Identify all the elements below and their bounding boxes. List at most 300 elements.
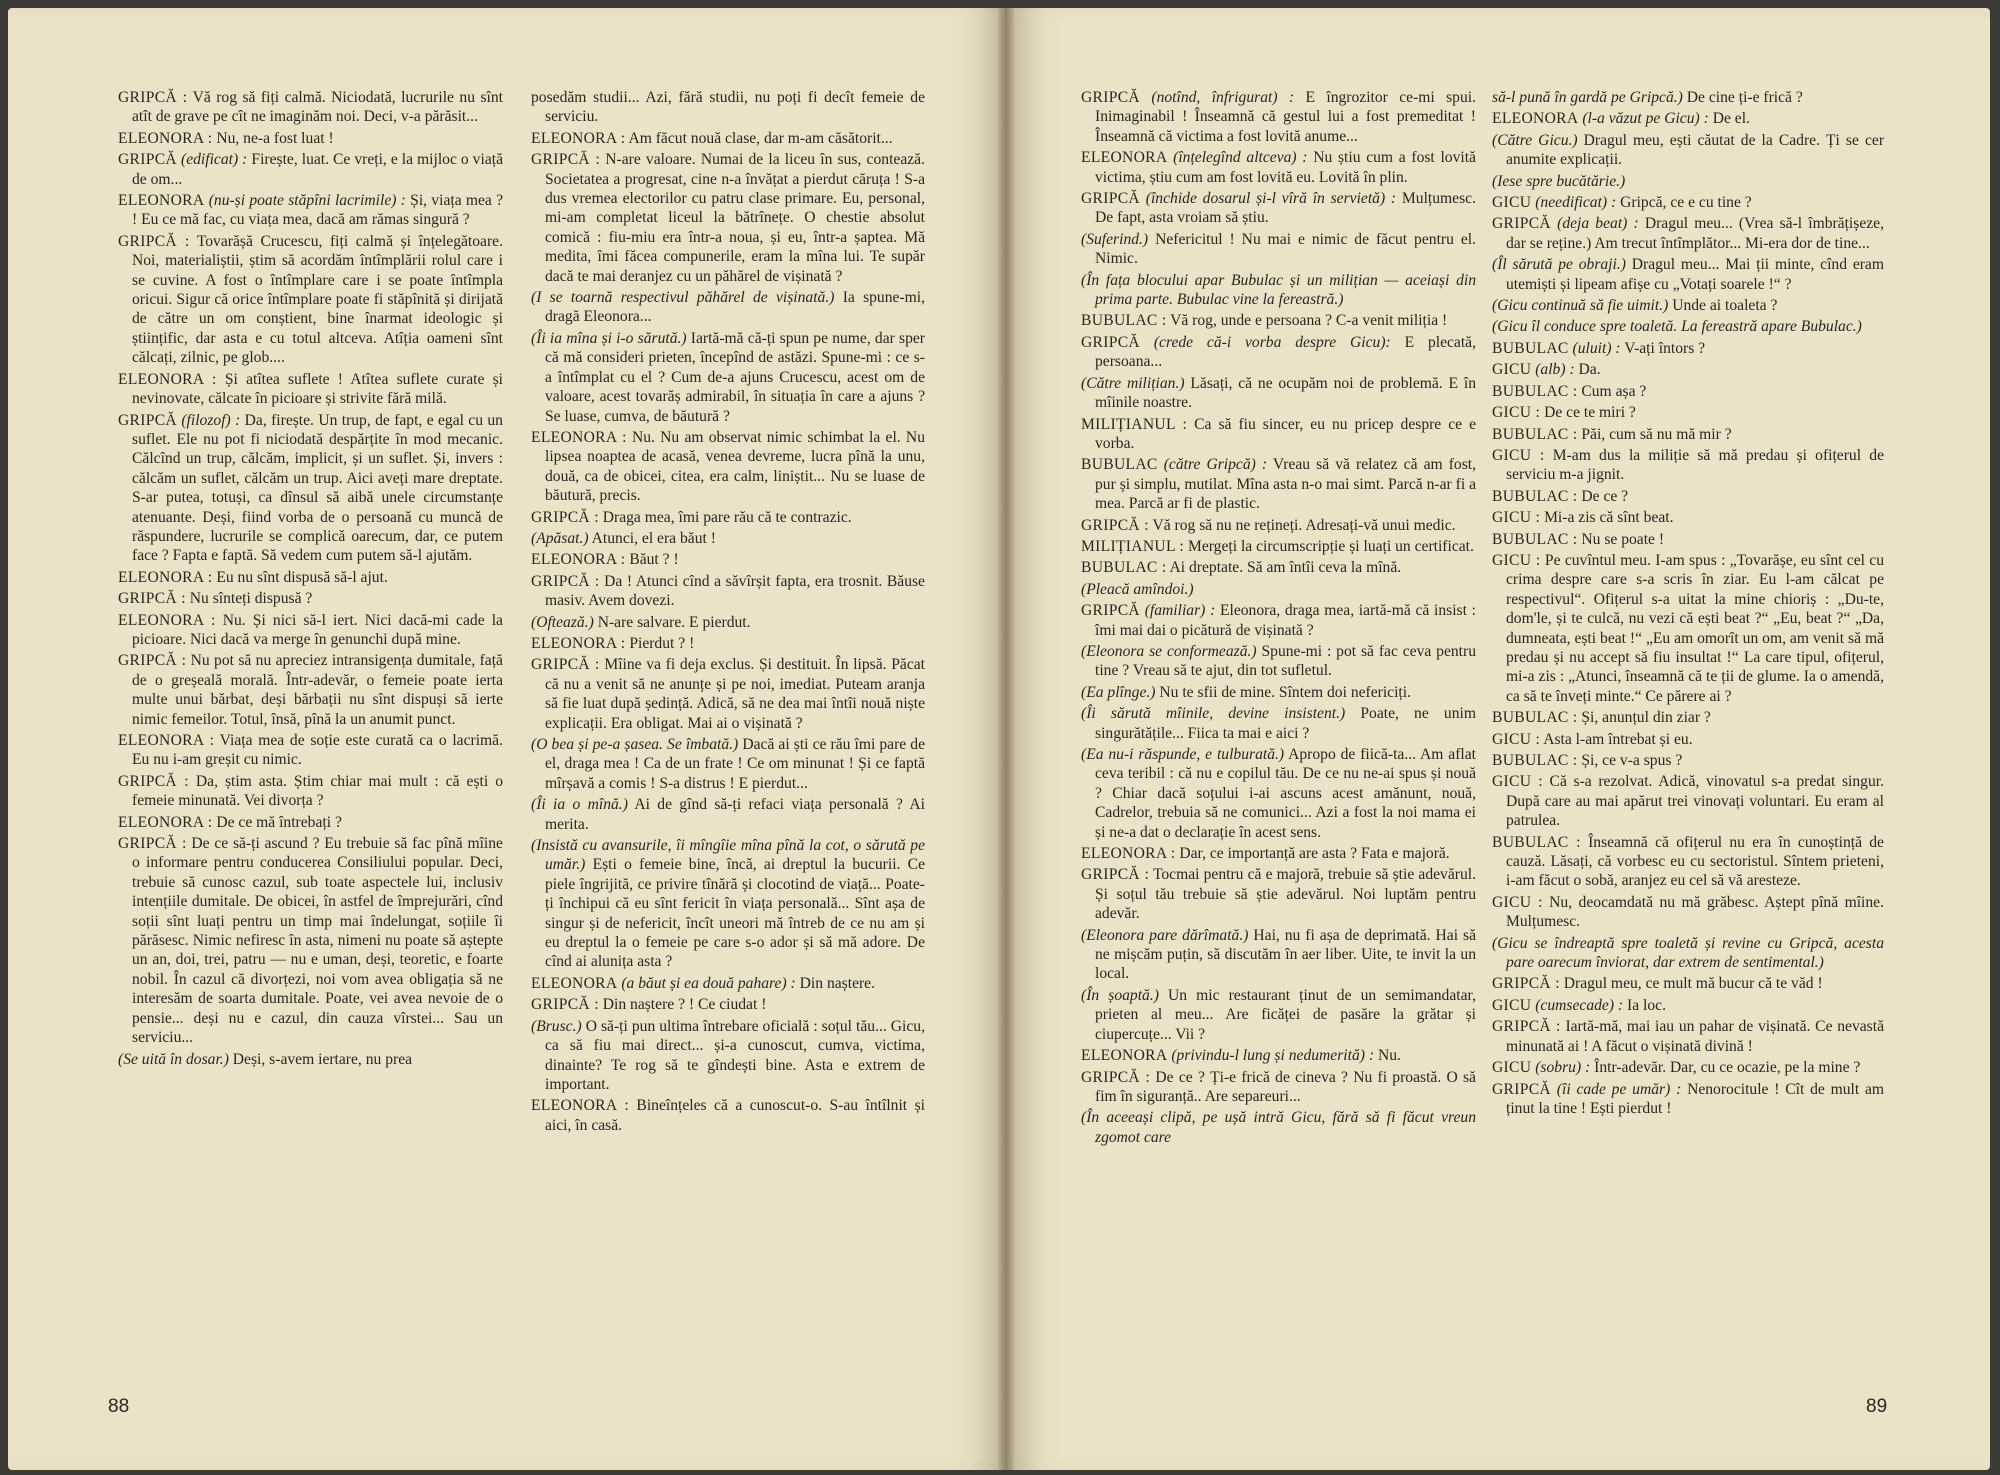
left-column-1 xyxy=(118,88,503,1071)
speaker-name: BUBULAC : xyxy=(1492,487,1578,505)
stage-direction: (a băut și ea două pahare) : xyxy=(621,974,796,992)
line-text: De el. xyxy=(1712,110,1750,128)
speaker-name: BUBULAC : xyxy=(1081,559,1167,577)
speaker-name: MILIȚIANUL : xyxy=(1081,415,1188,433)
dialogue-line xyxy=(531,428,925,506)
line-text: Și, viața mea ? ! Eu ce mă fac, cu viața mea, dacă am rămas singură ? xyxy=(132,192,504,229)
line-text: Mîine va fi deja exclus. Și destituit. În lipsă. Păcat că nu a venit să ne anunțe și pe noi, imediat. Puteam aranja să fie luat după ședință. Adică, să ne dea mai întîi nouă niște explicații. Era obligat. Mai ai o vișinată ? xyxy=(545,656,926,732)
dialogue-line xyxy=(531,529,925,548)
line-text: Vă rog, unde e persoana ? C-a venit miliția ! xyxy=(1170,312,1448,330)
dialogue-line xyxy=(118,589,503,608)
line-text: Păi, cum să nu mă mir ? xyxy=(1581,425,1732,443)
dialogue-line xyxy=(1492,974,1884,993)
dialogue-line xyxy=(1492,296,1884,315)
stage-direction: (cumsecade) : xyxy=(1535,996,1624,1014)
line-text: Da. xyxy=(1578,361,1601,379)
line-text: Apropo de fiică-ta... Am aflat ceva teribil : că nu e copilul tău. De ce nu ne-ai spus și nouă ? Chiar dacă soțului i-ai ascuns acest amănunt, nouă, Cadrelor, trebuia să ne comunici... Azi a fost la noi mama ei și ne-a dat o declarație în acest sens. xyxy=(1095,746,1476,841)
dialogue-line xyxy=(1081,148,1476,187)
stage-direction: (Se uită în dosar.) xyxy=(118,1050,229,1068)
dialogue-line xyxy=(118,772,503,811)
dialogue-line xyxy=(1081,926,1476,984)
stage-direction: (Către milițian.) xyxy=(1081,374,1185,392)
speaker-name: GRIPCĂ : xyxy=(531,151,601,169)
line-text: Iartă-mă, mai iau un pahar de vișinată. Ce nevastă minunată ai ! A făcut o vișinată divină ! xyxy=(1506,1018,1884,1055)
dialogue-line xyxy=(1492,131,1884,170)
dialogue-line xyxy=(531,88,925,127)
book-gutter xyxy=(998,8,1014,1470)
stage-direction: (înțelegînd altceva) : xyxy=(1173,149,1308,167)
line-text: Am făcut nouă clase, dar m-am căsătorit... xyxy=(628,129,893,147)
stage-direction: (În aceeași clipă, pe ușă intră Gicu, fără să fi făcut vreun zgomot care xyxy=(1081,1109,1476,1146)
stage-direction: (edificat) : xyxy=(181,151,248,169)
line-text: Din naștere. xyxy=(799,974,875,992)
line-text: Nu sînteți dispusă ? xyxy=(189,590,313,608)
dialogue-line xyxy=(1492,425,1884,444)
stage-direction: (filozof) : xyxy=(181,411,241,429)
dialogue-line xyxy=(531,634,925,653)
speaker-name: GRIPCĂ : xyxy=(531,996,599,1014)
line-text: Gripcă, ce e cu tine ? xyxy=(1620,194,1752,212)
speaker-name: GRIPCĂ xyxy=(118,151,177,169)
line-text: Vă rog să nu ne rețineți. Adresați-vă unui medic. xyxy=(1152,516,1456,534)
line-text: posedăm studii... Azi, fără studii, nu poți fi decît femeie de serviciu. xyxy=(531,89,925,126)
dialogue-line xyxy=(1492,893,1884,932)
dialogue-line xyxy=(531,1017,925,1095)
line-text: Și, anunțul din ziar ? xyxy=(1581,709,1711,727)
dialogue-line xyxy=(1492,360,1884,379)
line-text: Mergeți la circumscripție și luați un certificat. xyxy=(1187,537,1474,555)
dialogue-line xyxy=(531,795,925,834)
line-text: Că s-a rezolvat. Adică, vinovatul s-a predat singur. După care au mai apărut trei vinovați voluntari. Eu eram al patrulea. xyxy=(1506,773,1884,830)
speaker-name: GICU : xyxy=(1492,446,1545,464)
dialogue-line xyxy=(531,735,925,793)
line-text: Lăsați, că ne ocupăm noi de problemă. E în mîinile noastre. xyxy=(1095,374,1476,412)
line-text: Deși, s-avem iertare, nu prea xyxy=(232,1050,413,1068)
dialogue-line xyxy=(1492,193,1884,212)
stage-direction: (Oftează.) xyxy=(531,613,594,631)
stage-direction: (needificat) : xyxy=(1535,194,1617,212)
dialogue-line xyxy=(118,568,503,587)
speaker-name: GRIPCĂ : xyxy=(118,89,188,106)
line-text: Dragul meu... (Vrea să-l îmbrățișeze, dar se reține.) Am trecut întîmplător... Mi-era dor de tine... xyxy=(1506,215,1885,252)
line-text: Nu. xyxy=(1377,1047,1401,1065)
speaker-name: ELEONORA : xyxy=(531,634,626,652)
speaker-name: MILIȚIANUL : xyxy=(1081,537,1185,555)
speaker-name: ELEONORA : xyxy=(531,1097,629,1115)
stage-direction: (Brusc.) xyxy=(531,1017,582,1035)
stage-direction: (Gicu îl conduce spre toaletă. La fereastră apare Bubulac.) xyxy=(1492,318,1862,336)
speaker-name: GRIPCĂ : xyxy=(531,508,599,526)
line-text: De cine ți-e frică ? xyxy=(1686,89,1803,106)
dialogue-line xyxy=(1081,865,1476,923)
line-text: Vă rog să fiți calmă. Niciodată, lucrurile nu sînt atît de grave pe cît ne imaginăm noi. Deci, v-a părăsit... xyxy=(132,89,503,126)
speaker-name: BUBULAC xyxy=(1081,456,1158,474)
speaker-name: ELEONORA : xyxy=(118,813,213,831)
line-text: Dragul meu, ce mult mă bucur că te văd ! xyxy=(1563,975,1823,993)
line-text: Și, ce v-a spus ? xyxy=(1581,752,1683,769)
speaker-name: BUBULAC : xyxy=(1492,382,1578,400)
speaker-name: GRIPCĂ : xyxy=(531,656,600,674)
speaker-name: GRIPCĂ xyxy=(1492,215,1551,233)
speaker-name: ELEONORA : xyxy=(118,129,213,147)
stage-direction: (Gicu continuă să fie uimit.) xyxy=(1492,297,1669,315)
speaker-name: ELEONORA xyxy=(118,192,205,210)
dialogue-line xyxy=(531,572,925,611)
line-text: Tocmai pentru că e majoră, trebuie să știe adevărul. Și soțul tău trebuie să știe adevărul. Noi luptăm pentru adevăr. xyxy=(1095,866,1476,923)
dialogue-line xyxy=(1081,516,1476,535)
dialogue-line xyxy=(1081,88,1476,146)
right-page xyxy=(1006,8,1990,1470)
line-text: Cum așa ? xyxy=(1581,382,1647,400)
line-text: Viața mea de soție este curată ca o lacrimă. Eu nu i-am greșit cu nimic. xyxy=(132,732,503,769)
stage-direction: (Îl sărută pe obraji.) xyxy=(1492,256,1626,274)
speaker-name: GICU xyxy=(1492,1059,1532,1077)
line-text: Iartă-mă că-ți spun pe nume, dar sper că mă consideri prieten, începînd de astăzi. Spune-mi : ce s-a întîmplat cu el ? Cum de-a ajuns Crucescu, acest om de valoare, acest tovarăș admirabil, în situația în care a ajuns ? Se luase, cumva, de băutură ? xyxy=(545,329,925,425)
speaker-name: GRIPCĂ xyxy=(1081,89,1140,106)
line-text: Într-adevăr. Dar, cu ce ocazie, pe la mine ? xyxy=(1594,1059,1861,1077)
dialogue-line xyxy=(1492,934,1884,973)
dialogue-line xyxy=(1492,508,1884,527)
dialogue-line xyxy=(1081,415,1476,454)
dialogue-line xyxy=(118,651,503,729)
speaker-name: GICU xyxy=(1492,361,1532,379)
dialogue-line xyxy=(1492,996,1884,1015)
dialogue-line xyxy=(1081,333,1476,372)
dialogue-line xyxy=(1081,986,1476,1044)
speaker-name: ELEONORA : xyxy=(531,428,627,446)
page-number-right: 89 xyxy=(1866,1396,1888,1417)
line-text: Tovarășă Crucescu, fiți calmă și înțelegătoare. Noi, materialiștii, știm să acordăm întîmplării rolul care i se cuvine. A fost o întîmplare care i se poate întîmpla oricui. Sigur că orice întîmplare poate fi stăpînită și dirijată de către un om conștient, bine înarmat ideologic și științific, dar asta e cu totul altceva. Atîția oameni sînt călcați, zilnic, pe glob.... xyxy=(132,232,503,367)
line-text: Bineînțeles că a cunoscut-o. S-au întîlnit și aici, în casă. xyxy=(545,1097,925,1134)
line-text: E plecată, persoana... xyxy=(1095,333,1476,371)
line-text: Da, știm asta. Știm chiar mai mult : că ești o femeie minunată. Vei divorța ? xyxy=(132,772,503,810)
dialogue-line xyxy=(118,88,503,127)
dialogue-line xyxy=(118,232,503,368)
line-text: Și atîtea suflete ! Atîtea suflete curate și nevinovate, călcate în picioare și strivite fără milă. xyxy=(132,370,503,408)
dialogue-line xyxy=(1492,214,1884,253)
line-text: De ce ? xyxy=(1581,487,1629,505)
speaker-name: GRIPCĂ : xyxy=(1081,1068,1151,1086)
line-text: Nu știu cum a fost lovită victima, știu cum am fost lovită eu. Lovită în plin. xyxy=(1095,149,1476,186)
stage-direction: (familiar) : xyxy=(1144,602,1216,620)
dialogue-line xyxy=(1492,109,1884,128)
speaker-name: ELEONORA xyxy=(1492,110,1579,128)
dialogue-line xyxy=(1492,708,1884,727)
dialogue-line xyxy=(118,1050,503,1069)
dialogue-line xyxy=(1081,537,1476,556)
stage-direction: (Ea plînge.) xyxy=(1081,683,1156,701)
dialogue-line xyxy=(1492,1058,1884,1077)
stage-direction: (Îi sărută mîinile, devine insistent.) xyxy=(1081,705,1346,723)
dialogue-line xyxy=(531,508,925,527)
line-text: Vreau să vă relatez că am fost, pur și simplu, mutilat. Mîna asta n-o mai simt. Parcă n-ar fi a mea. Parcă ar fi de plastic. xyxy=(1095,456,1477,513)
stage-direction: (l-a văzut pe Gicu) : xyxy=(1582,110,1709,128)
line-text: Draga mea, îmi pare rău că te contrazic. xyxy=(602,508,852,526)
line-text: Ca să fiu sincer, eu nu pricep despre ce e vorba. xyxy=(1095,415,1476,452)
stage-direction: (privindu-l lung și nedumerită) : xyxy=(1171,1047,1375,1065)
dialogue-line xyxy=(1081,580,1476,599)
speaker-name: GRIPCĂ : xyxy=(1492,975,1560,993)
dialogue-line xyxy=(531,1096,925,1135)
line-text: Dragul meu... Mai ții minte, cînd eram utemiști și lipeam afișe cu „Votați soarele !“ ? xyxy=(1506,256,1884,293)
dialogue-line xyxy=(531,329,925,426)
line-text: Nu. Nu am observat nimic schimbat la el. Nu lipsea noaptea de acasă, venea devreme, lucra pînă la unu, două, ca de obicei, citea, era calm, liniștit... Nu se luase de băutură, precis. xyxy=(545,428,925,505)
stage-direction: (notînd, înfrigurat) : xyxy=(1151,89,1295,106)
stage-direction: (îi cade pe umăr) : xyxy=(1556,1080,1682,1098)
dialogue-line xyxy=(1492,1017,1884,1056)
speaker-name: ELEONORA : xyxy=(531,129,626,147)
speaker-name: GRIPCĂ xyxy=(1492,1080,1551,1098)
speaker-name: ELEONORA : xyxy=(118,568,213,586)
speaker-name: GICU : xyxy=(1492,404,1541,422)
speaker-name: GICU : xyxy=(1492,730,1541,748)
dialogue-line xyxy=(1492,530,1884,549)
stage-direction: (închide dosarul și-l vîră în servietă) : xyxy=(1145,190,1397,208)
line-text: Pe cuvîntul meu. I-am spus : „Tovarășe, eu sînt cel cu crima despre care s-a scris în ziar. Eu l-am călcat pe respectivul“. Ofițerul s-a uitat la mine chioriș : „Du-te, dom'le, și te culcă, nu vezi că ești beat ?“ „Eu, beat ?“ „Da, dumneata, ești beat !“ „Eu am omorît un om, am venit să mă predau și nu accept să fiu insultat !“ La care tipul, ofițerul, mi-a zis : „Atunci, înseamnă că te ții de glume. Ia o amendă, ca să te înveți minte.“ Ce părere ai ? xyxy=(1506,551,1885,705)
stage-direction: (către Gripcă) : xyxy=(1163,456,1268,474)
speaker-name: GICU : xyxy=(1492,893,1543,911)
line-text: Nu. Și nici să-l iert. Nici dacă-mi cade la picioare. Nici dacă va merge în genunchi după mine. xyxy=(132,611,503,648)
line-text: Nu, deocamdată nu mă grăbesc. Aștept pînă mîine. Mulțumesc. xyxy=(1506,893,1884,931)
speaker-name: BUBULAC : xyxy=(1492,425,1578,443)
speaker-name: GRIPCĂ : xyxy=(1492,1018,1561,1036)
dialogue-line xyxy=(1492,1080,1884,1119)
line-text: Dragul meu, ești căutat de la Cadre. Ți se cer anumite explicații. xyxy=(1506,131,1885,169)
speaker-name: GICU : xyxy=(1492,551,1541,569)
speaker-name: ELEONORA : xyxy=(1081,845,1176,863)
line-text: N-are valoare. Numai de la liceu în sus, contează. Societatea a progresat, cine n-a învățat a pierdut căruța ! S-a dus vremea electorilor cu patru clase primare. Eu, personal, mi-am completat liceul la bătrînețe. O chestie absolut comică : fiu-miu era într-a noua, și eu, într-a șaptea. Mă medita, îmi făcea compunerile, eram la mîna lui. Te supăr dacă te mai deranjez cu un păhărel de vișinată ? xyxy=(545,151,925,285)
dialogue-line xyxy=(1081,374,1476,413)
stage-direction: (Gicu se îndreaptă spre toaletă și revine cu Gripcă, acesta pare oarecum înviorat, dar extrem de sentimental.) xyxy=(1492,934,1884,972)
stage-direction: (nu-și poate stăpîni lacrimile) : xyxy=(208,192,406,210)
line-text: Băut ? ! xyxy=(629,551,679,569)
dialogue-line xyxy=(1492,255,1884,294)
line-text: De ce te miri ? xyxy=(1544,404,1636,422)
speaker-name: ELEONORA : xyxy=(118,611,216,629)
speaker-name: GICU : xyxy=(1492,773,1543,791)
stage-direction: (Îi ia mîna și i-o sărută.) xyxy=(531,329,687,347)
dialogue-line xyxy=(118,611,503,650)
line-text: De ce mă întrebați ? xyxy=(216,813,342,831)
speaker-name: GRIPCĂ : xyxy=(118,232,190,250)
line-text: De ce ? Ți-e frică de cineva ? Nu fi proastă. O să fim în siguranță.. Are separeuri... xyxy=(1095,1068,1476,1105)
dialogue-line xyxy=(1081,189,1476,228)
stage-direction: (crede că-i vorba despre Gicu): xyxy=(1153,333,1391,351)
dialogue-line xyxy=(531,150,925,286)
dialogue-line xyxy=(1081,1108,1476,1147)
line-text: Nefericitul ! Nu mai e nimic de făcut pentru el. Nimic. xyxy=(1095,230,1476,268)
line-text: Firește, luat. Ce vreți, e la mijloc o viață de om... xyxy=(132,151,503,188)
dialogue-line xyxy=(1492,88,1884,107)
stage-direction: (deja beat) : xyxy=(1557,215,1639,233)
line-text: Dacă ai ști ce rău îmi pare de el, draga mea ! Ca de un frate ! Ce om minunat ! Și ce faptă mîrșavă a comis ! S-a distrus ! E pierdut... xyxy=(545,736,925,792)
right-column-2 xyxy=(1492,88,1884,1120)
line-text: Dar, ce importanță are asta ? Fata e majoră. xyxy=(1179,845,1450,863)
line-text: Mulțumesc. De fapt, asta vroiam să știu. xyxy=(1095,190,1476,227)
stage-direction: (uluit) : xyxy=(1572,339,1621,357)
dialogue-line xyxy=(531,995,925,1014)
stage-direction: (Apăsat.) xyxy=(531,529,589,547)
speaker-name: BUBULAC : xyxy=(1081,312,1167,330)
dialogue-line xyxy=(1081,1046,1476,1065)
line-text: Ia loc. xyxy=(1627,996,1666,1014)
speaker-name: BUBULAC : xyxy=(1492,530,1578,548)
line-text: Ai de gînd să-ți refaci viața personală ? Ai merita. xyxy=(545,796,925,833)
line-text: Ai dreptate. Să am întîi ceva la mînă. xyxy=(1169,559,1402,577)
line-text: Nenorocitule ! Cît de mult am ținut la tine ! Ești pierdut ! xyxy=(1506,1080,1885,1117)
line-text: Ești o femeie bine, încă, ai dreptul la bucurii. Ce piele îngrijită, ce privire tînără și clocotind de viață... Poate-ți închipui că eu sînt fericit în viața personală... Sînt așa de singur și de nefericit, încît uneori mă întreb de ce nu am și eu dreptul la o femeie pe care s-o ador și să mă adore. De cînd ai alunița asta ? xyxy=(545,856,925,971)
speaker-name: GRIPCĂ xyxy=(1081,190,1140,208)
speaker-name: GICU xyxy=(1492,194,1532,212)
dialogue-line xyxy=(1081,704,1476,743)
dialogue-line xyxy=(1492,551,1884,706)
line-text: Spune-mi : pot să fac ceva pentru tine ? Vreau să te ajut, din tot sufletul. xyxy=(1095,642,1476,680)
line-text: Ia spune-mi, dragă Eleonora... xyxy=(545,289,926,326)
stage-direction: (sobru) : xyxy=(1535,1059,1591,1077)
dialogue-line xyxy=(531,550,925,569)
stage-direction: (Către Gicu.) xyxy=(1492,131,1578,149)
left-column-2 xyxy=(531,88,925,1137)
dialogue-line xyxy=(1081,230,1476,269)
right-column-1 xyxy=(1081,88,1476,1149)
dialogue-line xyxy=(118,731,503,770)
speaker-name: GICU xyxy=(1492,996,1532,1014)
line-text: Da ! Atunci cînd a săvîrșit fapta, era trosnit. Băuse masiv. Avem dovezi. xyxy=(545,572,925,610)
line-text: Mi-a zis că sînt beat. xyxy=(1544,509,1674,527)
stage-direction: (Îi ia o mînă.) xyxy=(531,796,628,814)
speaker-name: GICU : xyxy=(1492,509,1541,527)
dialogue-line xyxy=(531,655,925,733)
dialogue-line xyxy=(118,370,503,409)
dialogue-line xyxy=(1492,772,1884,830)
dialogue-line xyxy=(1492,317,1884,336)
dialogue-line xyxy=(118,834,503,1047)
dialogue-line xyxy=(1492,403,1884,422)
dialogue-line xyxy=(531,288,925,327)
stage-direction: (Eleonora pare dărîmată.) xyxy=(1081,926,1249,944)
dialogue-line xyxy=(1081,844,1476,863)
line-text: Da, firește. Un trup, de fapt, e egal cu un suflet. Ele nu pot fi niciodată despărțite în mod mecanic. Călcînd un trup, călcăm, implicit, și un suflet. Și, invers : călcăm un suflet, călcăm un trup. Aici aveți mare dreptate. S-ar putea, totuși, ca dînsul să aibă unele circumstanțe atenuante. Deși, fiind vorba de o persoană cu muncă de răspundere, lucrurile se complică oarecum, dar, ce putem face ? Fapta e faptă. Să vedem cum putem să-l ajutăm. xyxy=(132,411,503,565)
line-text: Hai, nu fi așa de deprimată. Hai să ne mișcăm puțin, să discutăm în aer liber. Uite, te invit la un local. xyxy=(1095,926,1476,983)
speaker-name: GRIPCĂ : xyxy=(118,652,187,670)
speaker-name: BUBULAC : xyxy=(1492,752,1578,769)
line-text: N-are salvare. E pierdut. xyxy=(597,613,751,631)
speaker-name: GRIPCĂ : xyxy=(118,590,186,608)
line-text: Eleonora, draga mea, iartă-mă că insist : îmi mai dai o picătură de vișinată ? xyxy=(1095,602,1476,639)
speaker-name: GRIPCĂ : xyxy=(1081,866,1150,884)
line-text: M-am dus la miliție să mă predau și ofițerul de serviciu m-a jignit. xyxy=(1506,446,1884,484)
dialogue-line xyxy=(1492,382,1884,401)
stage-direction: (Pleacă amîndoi.) xyxy=(1081,580,1194,598)
dialogue-line xyxy=(1081,683,1476,702)
stage-direction: (Iese spre bucătărie.) xyxy=(1492,172,1626,190)
speaker-name: ELEONORA : xyxy=(531,551,626,569)
dialogue-line xyxy=(118,191,503,230)
dialogue-line xyxy=(531,613,925,632)
dialogue-line xyxy=(1081,271,1476,310)
speaker-name: ELEONORA : xyxy=(118,370,217,388)
stage-direction: (O bea și pe-a șasea. Se îmbată.) xyxy=(531,736,739,753)
speaker-name: GRIPCĂ : xyxy=(531,572,600,590)
speaker-name: GRIPCĂ : xyxy=(118,835,187,853)
dialogue-line xyxy=(1492,833,1884,891)
stage-direction: (În șoaptă.) xyxy=(1081,986,1159,1004)
dialogue-line xyxy=(1492,446,1884,485)
dialogue-line xyxy=(1492,730,1884,749)
stage-direction: (Insistă cu avansurile, îi mîngîie mîna pînă la cot, o sărută pe umăr.) xyxy=(531,837,925,874)
line-text: Nu se poate ! xyxy=(1581,530,1665,548)
left-page xyxy=(8,8,1006,1470)
stage-direction: (alb) : xyxy=(1535,361,1575,379)
dialogue-line xyxy=(1081,745,1476,842)
dialogue-line xyxy=(118,150,503,189)
line-text: O să-ți pun ultima întrebare oficială : soțul tău... Gicu, ca să fiu mai direct... și-a cunoscut, cumva, victima, dinainte? Te rog să te gîndești bine. Asta e extrem de important. xyxy=(545,1017,925,1093)
dialogue-line xyxy=(1081,558,1476,577)
dialogue-line xyxy=(531,974,925,993)
line-text: Nu, ne-a fost luat ! xyxy=(216,129,334,147)
dialogue-line xyxy=(1492,751,1884,770)
dialogue-line xyxy=(118,813,503,832)
speaker-name: ELEONORA xyxy=(531,974,618,992)
speaker-name: GRIPCĂ xyxy=(1081,602,1140,620)
stage-direction: (Ea nu-i răspunde, e tulburată.) xyxy=(1081,746,1285,763)
line-text: Eu nu sînt dispusă să-l ajut. xyxy=(216,568,388,586)
dialogue-line xyxy=(1081,601,1476,640)
dialogue-line xyxy=(118,129,503,148)
dialogue-line xyxy=(1081,1068,1476,1107)
dialogue-line xyxy=(531,129,925,148)
line-text: Un mic restaurant ținut de un semimandatar, prieten al meu... Are ficăței de pasăre la grătar și ciupercuțe... Vii ? xyxy=(1095,986,1476,1043)
dialogue-line xyxy=(1492,487,1884,506)
stage-direction: (Eleonora se conformează.) xyxy=(1081,642,1257,660)
line-text: Înseamnă că ofițerul nu era în cunoștință de cauză. Lăsați, că vorbesc eu cu sectoristul. Sîntem prieteni, i-am făcut o sobă, aranjez eu cel să vă aresteze. xyxy=(1506,833,1884,890)
line-text: Pierdut ? ! xyxy=(629,634,695,652)
dialogue-line xyxy=(1081,642,1476,681)
line-text: Poate, ne unim singurătățile... Fiica ta mai e aici ? xyxy=(1095,705,1476,742)
dialogue-line xyxy=(1492,339,1884,358)
line-text: Din naștere ? ! Ce ciudat ! xyxy=(602,996,767,1014)
stage-direction: să-l pună în gardă pe Gripcă.) xyxy=(1492,89,1683,106)
dialogue-line xyxy=(531,836,925,972)
speaker-name: BUBULAC xyxy=(1492,339,1569,357)
line-text: Nu pot să nu apreciez intransigența dumitale, față de o greșeală morală. Într-adevăr, o femeie poate ierta multe unui bărbat, deși bărbații nu sînt dispuși să ierte nimic femeilor. Totul, însă, pînă la un anumit punct. xyxy=(132,652,503,728)
line-text: E îngrozitor ce-mi spui. Inimaginabil ! Înseamnă că gestul lui a fost premeditat ! Înseamnă că victima a fost lovită anume... xyxy=(1095,89,1476,145)
speaker-name: GRIPCĂ xyxy=(1081,333,1140,351)
page-number-left: 88 xyxy=(108,1396,130,1417)
dialogue-line xyxy=(1081,455,1476,513)
speaker-name: GRIPCĂ : xyxy=(1081,516,1149,534)
stage-direction: (Suferind.) xyxy=(1081,230,1149,248)
line-text: Asta l-am întrebat și eu. xyxy=(1543,730,1693,748)
speaker-name: ELEONORA xyxy=(1081,1047,1168,1065)
line-text: V-ați întors ? xyxy=(1624,339,1706,357)
dialogue-line xyxy=(1492,172,1884,191)
stage-direction: (În fața blocului apar Bubulac și un milițian — aceiași din prima parte. Bubulac vine la fereastră.) xyxy=(1081,271,1476,309)
line-text: Atunci, el era băut ! xyxy=(591,529,716,547)
speaker-name: ELEONORA xyxy=(1081,149,1168,167)
line-text: Nu te sfii de mine. Sîntem doi nefericiți. xyxy=(1159,683,1411,701)
speaker-name: ELEONORA : xyxy=(118,732,215,749)
speaker-name: GRIPCĂ : xyxy=(118,772,189,790)
stage-direction: (I se toarnă respectivul păhărel de vișinată.) xyxy=(531,289,835,307)
speaker-name: BUBULAC : xyxy=(1492,709,1578,727)
dialogue-line xyxy=(1081,311,1476,330)
line-text: De ce să-ți ascund ? Eu trebuie să fac pînă mîine o informare pentru conducerea Consiliului popular. Deci, trebuie să cunosc cazul, sub toate aspectele lui, inclusiv intențiile dumitale. De obicei, în astfel de împrejurări, cînd soții sînt luați pentru un timp mai îndelungat, soțiile îi părăsesc. Nimic nefiresc în asta, nimeni nu poate să aștepte un an, doi, trei, patru — nu e uman, deși, teoretic, e foarte nobil. În cazul că divorțezi, noi vom avea obligația să ne interesăm de soarta dumitale. Poate, vei avea nevoie de o pensie... deși nu e cazul, din cauza vîrstei... Sau un serviciu... xyxy=(132,835,503,1047)
line-text: Unde ai toaleta ? xyxy=(1672,297,1778,315)
speaker-name: BUBULAC : xyxy=(1492,833,1581,851)
dialogue-line xyxy=(118,411,503,566)
speaker-name: GRIPCĂ xyxy=(118,411,177,429)
